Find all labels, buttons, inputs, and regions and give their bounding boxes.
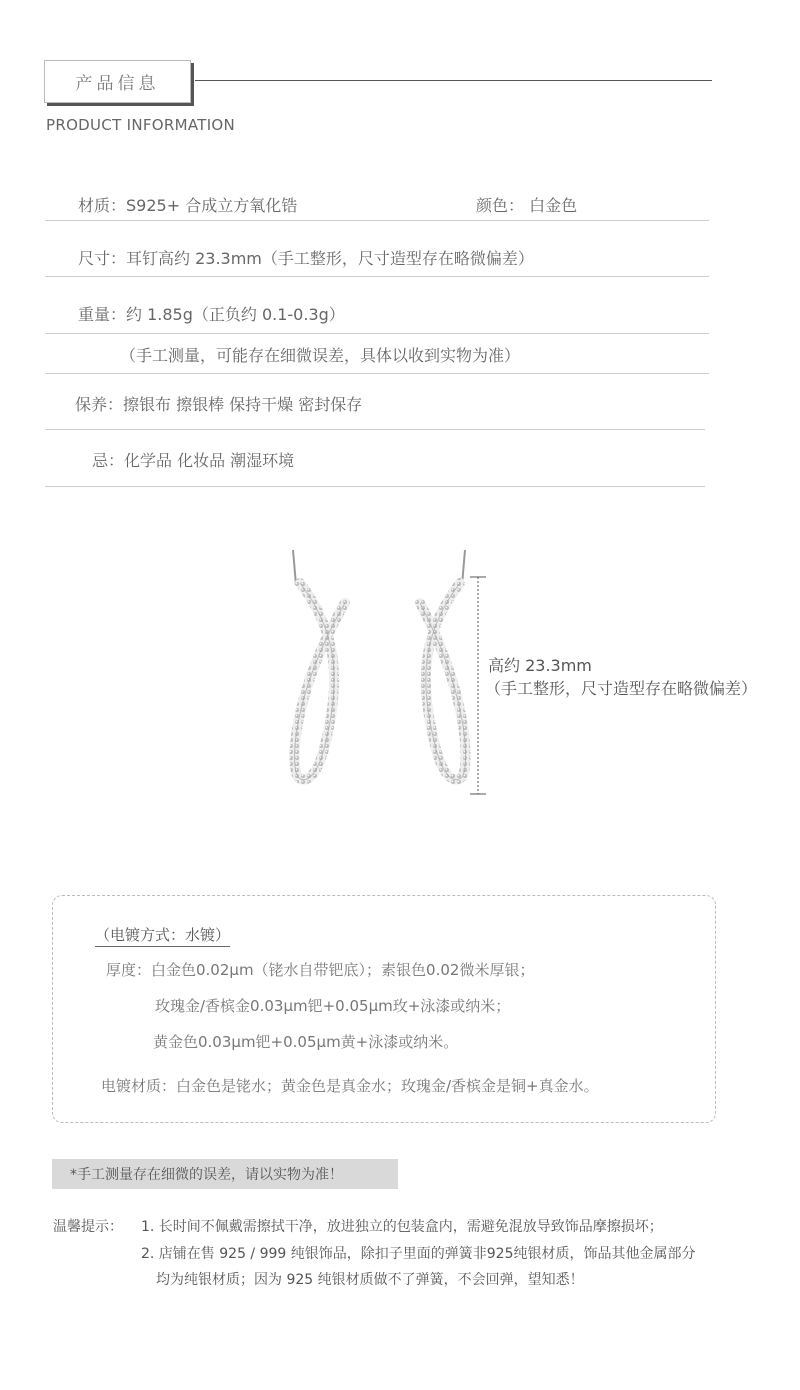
plating-thickness-1: 厚度：白金色0.02μm（铑水自带钯底）；素银色0.02微米厚银； — [106, 961, 535, 979]
measurement-note-text: *手工测量存在细微的误差，请以实物为准！ — [70, 1167, 343, 1183]
height-note: （手工整形，尺寸造型存在略微偏差） — [485, 679, 758, 698]
spec-color: 颜色： 白金色 — [476, 196, 578, 215]
spec-care: 保养：擦银布 擦银棒 保持干燥 密封保存 — [75, 395, 363, 414]
tips-item-2-cont: 均为纯银材质；因为 925 纯银材质做不了弹簧，不会回弹，望知悉！ — [156, 1272, 584, 1288]
earring-left — [293, 550, 345, 780]
spec-weight: 重量：约 1.85g（正负约 0.1-0.3g） — [78, 305, 345, 324]
section-tag — [44, 60, 191, 103]
plating-thickness-2: 玫瑰金/香槟金0.03μm钯+0.05μm玫+泳漆或纳米； — [155, 997, 511, 1015]
spec-material: 材质：S925+ 合成立方氧化锆 — [78, 196, 298, 215]
spec-weight-note: （手工测量，可能存在细微误差，具体以收到实物为准） — [120, 346, 521, 365]
plating-material: 电镀材质：白金色是铑水；黄金色是真金水；玫瑰金/香槟金是铜+真金水。 — [101, 1077, 599, 1095]
header-divider — [195, 80, 712, 81]
height-label: 高约 23.3mm — [488, 656, 592, 675]
plating-title: （电镀方式：水镀） — [95, 924, 230, 947]
section-subtitle: PRODUCT INFORMATION — [46, 116, 236, 134]
measurement-note — [52, 1159, 398, 1189]
tips-label: 温馨提示： — [53, 1219, 123, 1235]
spec-divider — [45, 276, 709, 277]
spec-divider — [45, 373, 709, 374]
spec-divider — [45, 220, 709, 221]
spec-size: 尺寸：耳钉高约 23.3mm（手工整形，尺寸造型存在略微偏差） — [78, 249, 534, 268]
spec-divider — [45, 429, 705, 430]
section-tag-label: 产品信息 — [75, 74, 160, 94]
tips-item-2: 2. 店铺在售 925 / 999 纯银饰品，除扣子里面的弹簧非925纯银材质，饰品其他金属部分 — [141, 1246, 696, 1262]
plating-thickness-3: 黄金色0.03μm钯+0.05μm黄+泳漆或纳米。 — [153, 1033, 459, 1051]
spec-avoid: 忌：化学品 化妆品 潮湿环境 — [92, 451, 295, 470]
height-dimension-line — [470, 577, 486, 794]
spec-divider — [45, 486, 705, 487]
earring-right — [420, 550, 466, 780]
spec-divider — [45, 333, 709, 334]
tips-item-1: 1. 长时间不佩戴需擦拭干净，放进独立的包装盒内，需避免混放导致饰品摩擦损坏； — [141, 1219, 663, 1235]
earring-image — [270, 545, 500, 805]
